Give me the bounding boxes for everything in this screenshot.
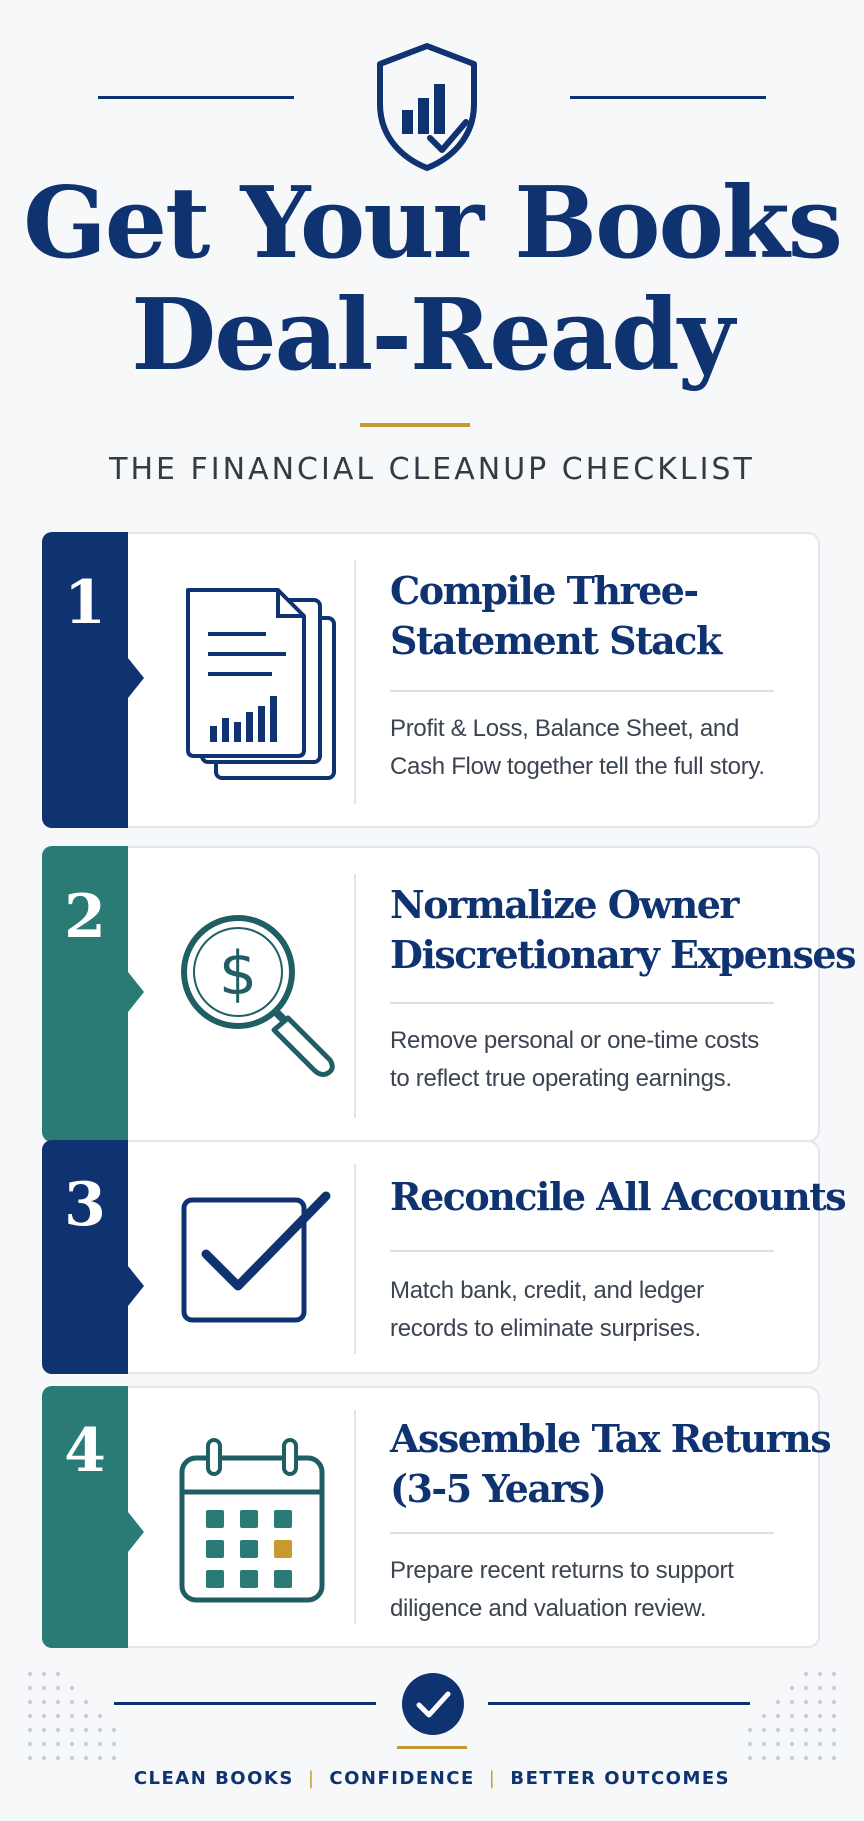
- magnifier-dollar-icon: [154, 884, 354, 1104]
- step-number: 2: [64, 882, 106, 952]
- title-divider: [390, 1002, 774, 1004]
- dot-pattern-right: [740, 1668, 840, 1768]
- step-title-line: (3-5 Years): [390, 1466, 606, 1511]
- step-title: [390, 880, 855, 980]
- step-description: [390, 1552, 810, 1628]
- step-tab-4: [42, 1386, 128, 1648]
- tagline-separator: |: [488, 1768, 497, 1789]
- tagline-item: CLEAN BOOKS: [133, 1768, 294, 1789]
- check-circle-icon: [401, 1672, 465, 1736]
- shield-chart-check-icon: [374, 42, 480, 172]
- step-title-line: Statement Stack: [390, 618, 721, 663]
- step-number: 3: [64, 1170, 106, 1240]
- card-divider: [354, 1164, 356, 1354]
- footer-rule-left: [114, 1702, 376, 1705]
- document-stack-chart-icon: [154, 570, 354, 790]
- step-card-1: [42, 532, 820, 828]
- step-card-4: [42, 1386, 831, 1648]
- page-title: [0, 168, 864, 392]
- tagline-separator: |: [307, 1768, 316, 1789]
- calendar-icon: [154, 1418, 354, 1618]
- step-description-line: Match bank, credit, and ledger: [390, 1277, 704, 1304]
- step-title-line: Discretionary Expenses: [390, 932, 855, 977]
- page-subtitle: THE FINANCIAL CLEANUP CHECKLIST: [109, 452, 755, 487]
- step-title-line: Normalize Owner: [390, 882, 738, 927]
- title-divider: [390, 1250, 774, 1252]
- step-title: [390, 1414, 831, 1514]
- step-description-line: Profit & Loss, Balance Sheet, and: [390, 715, 739, 742]
- footer-underline: [397, 1746, 467, 1749]
- dot-pattern-left: [24, 1668, 124, 1768]
- step-card-3: [42, 1140, 846, 1374]
- title-underline: [360, 423, 470, 427]
- step-tab-3: [42, 1140, 128, 1374]
- step-description-line: to reflect true operating earnings.: [390, 1065, 732, 1092]
- step-tab-2: [42, 846, 128, 1142]
- step-title: [390, 566, 790, 666]
- step-description-line: Cash Flow together tell the full story.: [390, 753, 765, 780]
- title-divider: [390, 690, 774, 692]
- step-description: [390, 710, 810, 786]
- card-divider: [354, 560, 356, 804]
- svg-text:$: $: [218, 939, 258, 1009]
- step-title-line: Assemble Tax Returns: [390, 1416, 831, 1461]
- step-description-line: diligence and valuation review.: [390, 1595, 707, 1622]
- page-title-line-2: Deal-Ready: [131, 278, 733, 393]
- step-description: [390, 1272, 810, 1348]
- footer-rule-right: [488, 1702, 750, 1705]
- tagline-item: CONFIDENCE: [329, 1768, 475, 1789]
- step-description: [390, 1022, 810, 1098]
- footer-tagline: [0, 1768, 864, 1789]
- page-title-line-1: Get Your Books: [23, 166, 841, 281]
- step-title-line: Reconcile All Accounts: [390, 1174, 846, 1219]
- card-divider: [354, 1410, 356, 1624]
- title-divider: [390, 1532, 774, 1534]
- step-description-line: Prepare recent returns to support: [390, 1557, 734, 1584]
- card-divider: [354, 874, 356, 1118]
- step-description-line: records to eliminate surprises.: [390, 1315, 701, 1342]
- step-title-line: Compile Three-: [390, 568, 698, 613]
- header: [0, 0, 864, 520]
- header-rule-left: [98, 96, 294, 99]
- step-description-line: Remove personal or one-time costs: [390, 1027, 759, 1054]
- checkbox-check-icon: [154, 1168, 354, 1348]
- step-number: 1: [64, 568, 106, 638]
- step-tab-1: [42, 532, 128, 828]
- step-number: 4: [64, 1416, 106, 1486]
- step-title: [390, 1172, 846, 1222]
- step-card-2: [42, 846, 855, 1142]
- tagline-item: BETTER OUTCOMES: [510, 1768, 731, 1789]
- header-rule-right: [570, 96, 766, 99]
